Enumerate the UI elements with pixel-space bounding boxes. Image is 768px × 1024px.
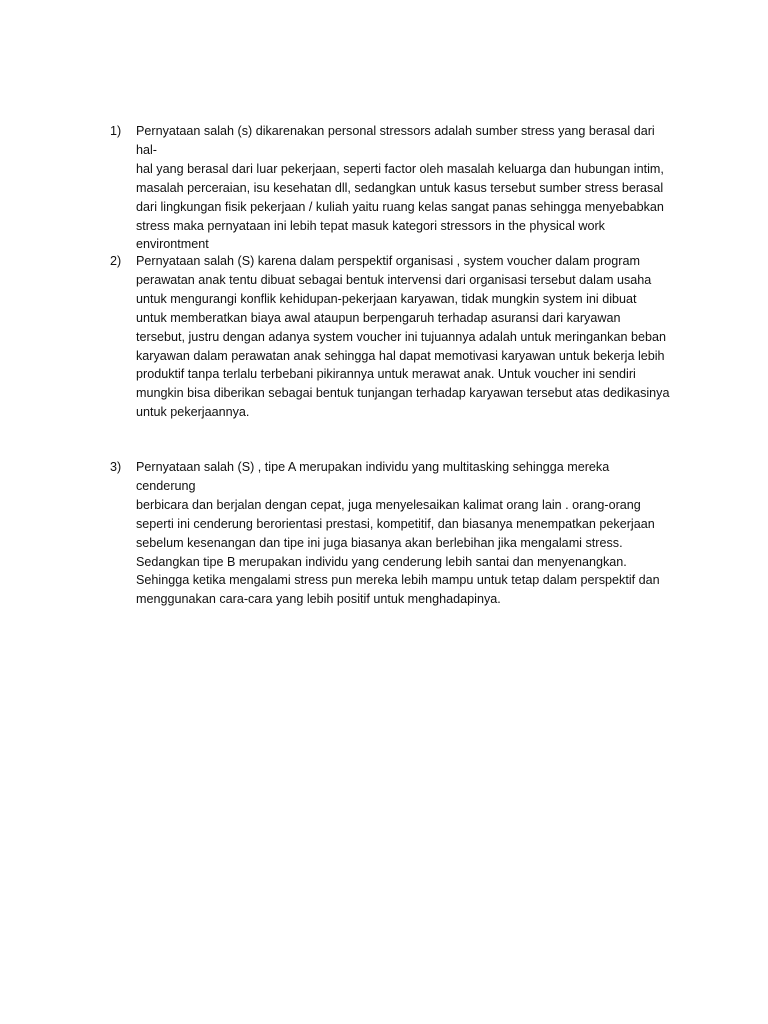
list-item-number: 3) <box>110 460 122 474</box>
list-item-text: Pernyataan salah (s) dikarenakan personal stressors adalah sumber stress yang berasal dari hal- hal yang berasal dari luar pekerjaan, seperti factor oleh masalah keluarga dan hubungan intim, masalah perceraian, isu kesehatan dll, sedangkan untuk kasus tersebut sumber stress berasal dari lingkungan fisik pekerjaan / kuliah yaitu ruang kelas sangat panas sehingga menyebabkan stress maka pernyataan ini lebih tepat masuk kategori stressors in the physical work environtment <box>136 124 664 252</box>
list-item-text: Pernyataan salah (S) , tipe A merupakan individu yang multitasking sehingga mereka cenderung berbicara dan berjalan dengan cepat, juga menyelesaikan kalimat orang lain . orang-orang seperti ini cenderung berorientasi prestasi, kompetitif, dan biasanya menempatkan pekerjaan sebelum kesenangan dan tipe ini juga biasanya akan berlebihan jika mengalami stress. Sedangkan tipe B merupakan individu yang cenderung lebih santai dan menyenangkan. Sehingga ketika mengalami stress pun mereka lebih mampu untuk tetap dalam perspektif dan menggunakan cara-cara yang lebih positif untuk menghadapinya. <box>136 460 660 607</box>
list-item-number: 1) <box>110 124 122 138</box>
list-item <box>110 122 670 254</box>
list-item-number: 2) <box>110 254 122 268</box>
list-item-text: Pernyataan salah (S) karena dalam perspektif organisasi , system voucher dalam program perawatan anak tentu dibuat sebagai bentuk intervensi dari organisasi tersebut dalam usaha untuk mengurangi konflik kehidupan-pekerjaan karyawan, tidak mungkin system ini dibuat untuk memberatkan biaya awal ataupun berpengaruh terhadap asuransi dari karyawan tersebut, justru dengan adanya system voucher ini tujuannya adalah untuk meringankan beban karyawan dalam perawatan anak sehingga hal dapat memotivasi karyawan untuk bekerja lebih produktif tanpa terlalu terbebani pikirannya untuk merawat anak. Untuk voucher ini sendiri mungkin bisa diberikan sebagai bentuk tunjangan terhadap karyawan tersebut atas dedikasinya untuk pekerjaannya. <box>136 254 670 420</box>
list-item <box>110 252 670 422</box>
list-item <box>110 458 670 609</box>
